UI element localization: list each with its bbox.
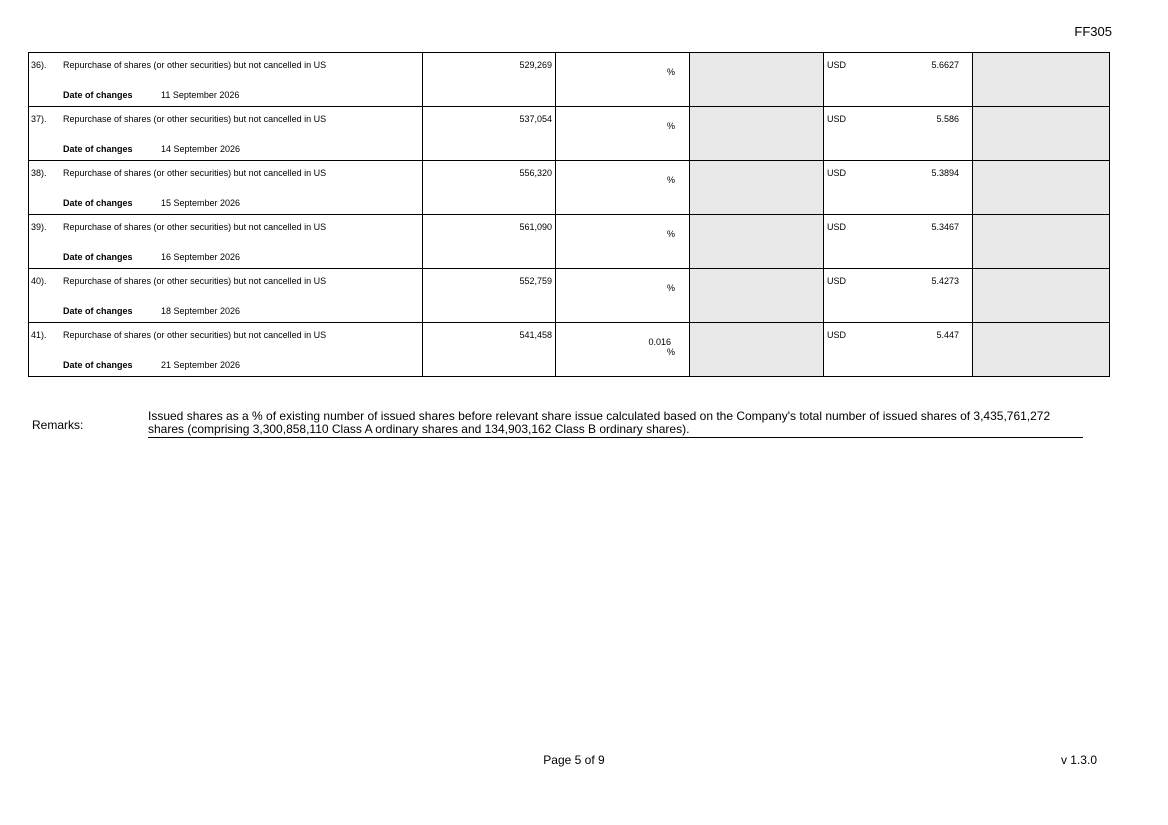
percent-symbol: %: [666, 175, 675, 185]
date-of-changes-value: 16 September 2026: [161, 252, 241, 262]
shaded-cell: [690, 323, 824, 377]
shaded-cell: [973, 107, 1110, 161]
price-cell: [824, 323, 973, 377]
percent-symbol: %: [666, 121, 675, 131]
table-row: [29, 323, 1110, 377]
table-row: [29, 53, 1110, 107]
percent-cell: [556, 323, 690, 377]
row-description: Repurchase of shares (or other securities) but not cancelled in US: [63, 60, 327, 70]
price-cell: [824, 107, 973, 161]
remarks-text: Issued shares as a % of existing number of issued shares before relevant share issue calculated based on the Company's total number of issued shares of 3,435,761,272 shares (comprising 3,300,858,110 Class A ordinary shares and 134,903,162 Class B ordinary shares).: [148, 410, 1083, 438]
row-number: 36).: [31, 60, 47, 70]
price-value: 5.6627: [931, 60, 959, 70]
percent-value: [556, 60, 678, 67]
row-description: Repurchase of shares (or other securities) but not cancelled in US: [63, 330, 327, 340]
date-of-changes-value: 11 September 2026: [161, 90, 240, 100]
description-cell: [29, 107, 423, 161]
row-description: Repurchase of shares (or other securities) but not cancelled in US: [63, 168, 327, 178]
shares-value: 541,458: [519, 330, 552, 340]
percent-cell: [556, 215, 690, 269]
shaded-cell: [690, 269, 824, 323]
shares-cell: [423, 269, 556, 323]
table-row: [29, 215, 1110, 269]
table-body: [29, 53, 1110, 377]
shaded-cell: [690, 107, 824, 161]
shaded-cell: [973, 215, 1110, 269]
shares-value: 552,759: [519, 276, 552, 286]
percent-value: [556, 114, 678, 121]
date-of-changes-label: Date of changes: [63, 90, 133, 100]
shares-value: 537,054: [519, 114, 552, 124]
shares-value: 561,090: [519, 222, 552, 232]
remarks-label: Remarks:: [32, 418, 84, 432]
date-of-changes-value: 21 September 2026: [161, 360, 241, 370]
percent-value: 0.016: [648, 337, 671, 347]
row-number: 38).: [31, 168, 47, 178]
price-cell: [824, 269, 973, 323]
currency-label: USD: [827, 60, 847, 70]
currency-label: USD: [827, 168, 847, 178]
currency-label: USD: [827, 276, 847, 286]
shaded-cell: [690, 161, 824, 215]
percent-symbol: %: [666, 229, 675, 239]
price-value: 5.586: [936, 114, 959, 124]
row-number: 39).: [31, 222, 47, 232]
description-cell: [29, 215, 423, 269]
table-row: [29, 107, 1110, 161]
date-of-changes-label: Date of changes: [63, 198, 133, 208]
row-description: Repurchase of shares (or other securities) but not cancelled in US: [63, 114, 327, 124]
currency-label: USD: [827, 114, 847, 124]
row-number: 37).: [31, 114, 47, 124]
table-row: [29, 161, 1110, 215]
share-changes-table: [28, 52, 1110, 377]
shaded-cell: [973, 323, 1110, 377]
percent-value: [556, 222, 678, 229]
date-of-changes-label: Date of changes: [63, 306, 133, 316]
date-of-changes-label: Date of changes: [63, 144, 133, 154]
percent-symbol: %: [666, 347, 675, 357]
price-value: 5.3894: [931, 168, 959, 178]
date-of-changes-value: 15 September 2026: [161, 198, 241, 208]
shaded-cell: [690, 215, 824, 269]
percent-value: [556, 168, 678, 175]
percent-value: [556, 276, 678, 283]
percent-cell: [556, 53, 690, 107]
shaded-cell: [973, 161, 1110, 215]
price-cell: [824, 161, 973, 215]
price-value: 5.4273: [931, 276, 959, 286]
currency-label: USD: [827, 222, 847, 232]
row-description: Repurchase of shares (or other securities) but not cancelled in US: [63, 276, 327, 286]
shaded-cell: [973, 269, 1110, 323]
price-value: 5.3467: [931, 222, 959, 232]
date-of-changes-value: 14 September 2026: [161, 144, 241, 154]
percent-symbol: %: [666, 283, 675, 293]
shaded-cell: [690, 53, 824, 107]
price-cell: [824, 53, 973, 107]
row-number: 41).: [31, 330, 47, 340]
date-of-changes-value: 18 September 2026: [161, 306, 241, 316]
price-cell: [824, 215, 973, 269]
description-cell: [29, 269, 423, 323]
form-code: FF305: [1074, 24, 1112, 39]
percent-cell: [556, 161, 690, 215]
shaded-cell: [973, 53, 1110, 107]
date-of-changes-label: Date of changes: [63, 360, 133, 370]
shares-value: 556,320: [519, 168, 552, 178]
percent-cell: [556, 269, 690, 323]
description-cell: [29, 161, 423, 215]
currency-label: USD: [827, 330, 847, 340]
date-of-changes-label: Date of changes: [63, 252, 133, 262]
shares-value: 529,269: [519, 60, 552, 70]
shares-cell: [423, 107, 556, 161]
shares-cell: [423, 215, 556, 269]
price-value: 5.447: [936, 330, 959, 340]
shares-cell: [423, 161, 556, 215]
description-cell: [29, 53, 423, 107]
row-description: Repurchase of shares (or other securities) but not cancelled in US: [63, 222, 327, 232]
row-number: 40).: [31, 276, 47, 286]
percent-symbol: %: [666, 67, 675, 77]
table-row: [29, 269, 1110, 323]
shares-cell: [423, 53, 556, 107]
percent-cell: [556, 107, 690, 161]
shares-cell: [423, 323, 556, 377]
description-cell: [29, 323, 423, 377]
version-label: v 1.3.0: [1060, 753, 1097, 767]
page-number: Page 5 of 9: [543, 753, 605, 767]
